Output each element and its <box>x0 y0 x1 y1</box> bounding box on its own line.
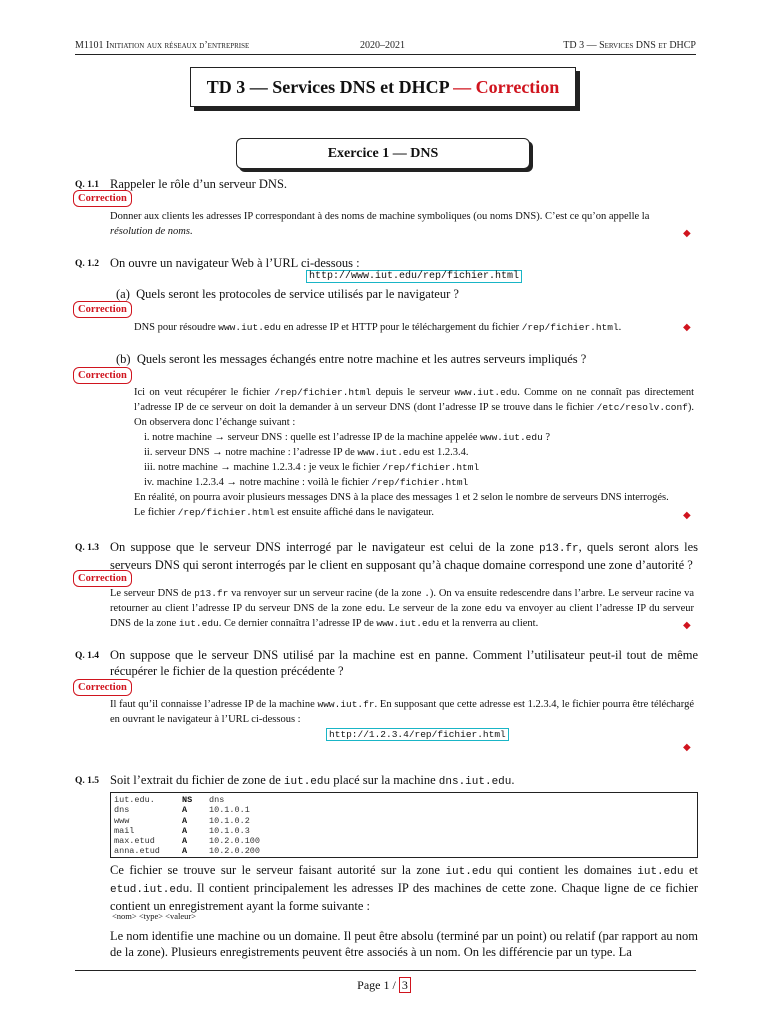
answer-text: Il faut qu’il connaisse l’adresse IP de la machine www.iut.fr. En supposant que cette adresse est 1.2.3.4, le fichier pourra être téléchargé en ouvrant le navigateur à l’URL ci-dessous : <box>110 699 694 725</box>
body-paragraph: Ce fichier se trouve sur le serveur faisant autorité sur la zone iut.edu qui contient les domaines iut.edu et etud.iut.edu. Il contient principalement les adresses IP des machines de cette zone. Chaque ligne de ce fichier contient un enregistrement ayant la forme suivante : <box>110 863 698 913</box>
header-td-title: TD 3 — Services DNS et DHCP <box>563 40 696 51</box>
question-text: Soit l’extrait du fichier de zone de iut.edu placé sur la machine dns.iut.edu. <box>110 773 515 788</box>
end-marker-icon: ◆ <box>683 620 691 631</box>
table-row: anna.etud A 10.2.0.200 <box>114 846 261 857</box>
table-row: dns A 10.1.0.1 <box>114 805 250 816</box>
exercise-title: Exercice 1 — DNS <box>236 138 530 169</box>
record-format: <nom> <type> <valeur> <box>112 911 196 921</box>
url-box: http://www.iut.edu/rep/fichier.html <box>306 270 522 283</box>
footer-rule <box>75 970 696 971</box>
subquestion-a: (a) Quels seront les protocoles de service utilisés par le navigateur ? <box>116 287 459 301</box>
answer-text: DNS pour résoudre www.iut.edu en adresse IP et HTTP pour le téléchargement du fichier /rep/fichier.html. <box>134 322 622 333</box>
question-number: Q. 1.4 <box>75 651 100 661</box>
correction-badge: Correction <box>73 367 132 384</box>
question-number: Q. 1.2 <box>75 259 100 269</box>
end-marker-icon: ◆ <box>683 228 691 239</box>
end-marker-icon: ◆ <box>683 322 691 333</box>
correction-badge: Correction <box>73 190 132 207</box>
page-total-link[interactable]: 3 <box>399 977 411 993</box>
list-item: iv. machine 1.2.3.4 → notre machine : voilà le fichier /rep/fichier.html <box>144 477 469 488</box>
answer-text: Donner aux clients les adresses IP correspondant à des noms de machine symboliques (ou noms DNS). C’est ce qu’on appelle la résolution de noms. <box>110 211 650 237</box>
table-row: mail A 10.1.0.3 <box>114 825 250 836</box>
list-item: iii. notre machine → machine 1.2.3.4 : je veux le fichier /rep/fichier.html <box>144 462 480 473</box>
question-text: On suppose que le serveur DNS interrogé par le navigateur est celui de la zone p13.fr, quels seront alors les serveurs DNS qui seront interrogés par le client en supposant qu’à chaque domaine correspond une zone d’autorité ? <box>110 540 698 572</box>
zone-file-table <box>114 795 260 857</box>
question-text: On ouvre un navigateur Web à l’URL ci-dessous : <box>110 256 360 270</box>
subquestion-b: (b) Quels seront les messages échangés entre notre machine et les autres serveurs impliqués ? <box>116 352 587 366</box>
question-number: Q. 1.3 <box>75 543 100 553</box>
end-marker-icon: ◆ <box>683 510 691 521</box>
list-item: i. notre machine → serveur DNS : quelle est l’adresse IP de la machine appelée www.iut.edu ? <box>144 432 551 443</box>
correction-badge: Correction <box>73 570 132 587</box>
page-number: Page 1 / 3 <box>0 978 768 993</box>
table-row: iut.edu. NS dns <box>114 795 225 805</box>
end-marker-icon: ◆ <box>683 742 691 753</box>
title-main: TD 3 — Services DNS et DHCP <box>206 77 449 97</box>
question-text: Rappeler le rôle d’un serveur DNS. <box>110 177 288 191</box>
body-paragraph: Le nom identifie une machine ou un domaine. Il peut être absolu (terminé par un point) ou relatif (par rapport au nom de la zone). Plusieurs enregistrements peuvent être associés à un nom. On les différencie par un type. La <box>110 929 699 959</box>
header-course: M1101 Initiation aux réseaux d’entreprise <box>75 40 250 51</box>
list-item: ii. serveur DNS → notre machine : l’adresse IP de www.iut.edu est 1.2.3.4. <box>144 447 469 458</box>
table-row: www A 10.1.0.2 <box>114 815 250 826</box>
url-box: http://1.2.3.4/rep/fichier.html <box>326 728 509 741</box>
exchange-list <box>134 430 694 490</box>
title-correction: — Correction <box>453 77 560 97</box>
correction-badge: Correction <box>73 679 132 696</box>
question-text: On suppose que le serveur DNS utilisé par la machine est en panne. Comment l’utilisateur peut-il tout de même récupérer le fichier de la question précédente ? <box>110 648 698 678</box>
page-title <box>190 67 576 107</box>
answer-text: Le serveur DNS de p13.fr va renvoyer sur un serveur racine (de la zone .). On va ensuite redescendre dans l’arbre. Le serveur racine va retourner au client l’adresse IP du serveur DNS de la zone edu. Le serveur de la zone edu va envoyer au client l’adresse IP du serveur DNS de la zone iut.edu. Ce dernier connaîtra l’adresse IP de www.iut.edu et la renverra au client. <box>110 588 694 629</box>
correction-badge: Correction <box>73 301 132 318</box>
question-number: Q. 1.1 <box>75 180 100 190</box>
answer-text: Ici on veut récupérer le fichier /rep/fichier.html depuis le serveur www.iut.edu. Comme on ne connaît pas directement l’adresse IP de ce serveur on doit la demander à un serveur DNS (dont l’adresse IP se trouve dans le fichier /etc/resolv.conf). On observera donc l’échange suivant : i. notre machine → serveur DNS : quelle est l’adresse IP de la machine appelée www.iut.edu ? ii. serveur DNS → notre machine : l’adresse IP de www.iut.edu est 1.2.3.4. iii. notre machine → machine 1.2.3.4 : je veux le fichier /rep/fichier.html iv. machine 1.2.3.4 → notre machine : voilà le fichier /rep/fichier.html En réalité, on pourra avoir plusieurs messages DNS à la place des messages 1 et 2 selon le nombre de serveurs DNS interrogés. Le fichier /rep/fichier.html est ensuite affiché dans le navigateur. <box>134 387 695 518</box>
header-year: 2020–2021 <box>360 40 405 51</box>
header-rule <box>75 54 696 55</box>
table-row: max.etud A 10.2.0.100 <box>114 836 261 847</box>
zone-file-box <box>110 792 698 858</box>
question-number: Q. 1.5 <box>75 776 100 786</box>
